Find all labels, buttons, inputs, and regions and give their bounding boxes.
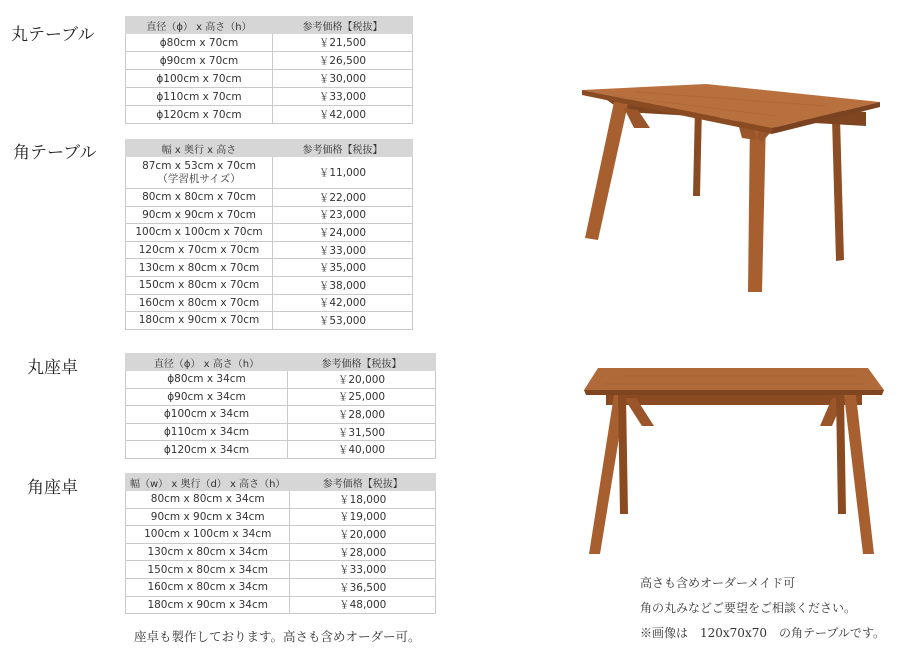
size-cell: ϕ90cm x 70cm [126, 52, 273, 70]
table-leg [693, 106, 702, 196]
price-column-header: 参考価格【税抜】 [273, 17, 413, 34]
image-note-line: ※画像は 120x70x70 の角テーブルです。 [640, 626, 885, 640]
size-cell: 180cm x 90cm x 34cm [126, 596, 290, 614]
size-cell [126, 157, 273, 189]
table-row [126, 491, 436, 509]
table-leg [618, 395, 628, 514]
low-table-footnote: 座卓も製作しております。高さも含めオーダー可。 [134, 629, 421, 644]
price-cell: ￥19,000 [290, 508, 436, 526]
table-row [126, 596, 436, 614]
table-row [126, 88, 413, 106]
price-cell: ￥11,000 [273, 157, 413, 189]
price-cell: ￥53,000 [273, 312, 413, 330]
price-cell: ￥30,000 [273, 70, 413, 88]
table-row [126, 561, 436, 579]
table-row [126, 371, 436, 389]
size-note: （学習机サイズ） [157, 172, 241, 185]
price-cell: ￥31,500 [288, 423, 436, 441]
table-header-row [126, 17, 413, 34]
size-cell: ϕ80cm x 34cm [126, 371, 288, 389]
price-cell: ￥22,000 [273, 189, 413, 207]
size-cell: 80cm x 80cm x 34cm [126, 491, 290, 509]
price-cell: ￥20,000 [290, 526, 436, 544]
size-cell: ϕ100cm x 70cm [126, 70, 273, 88]
size-cell: 130cm x 80cm x 34cm [126, 543, 290, 561]
round-table-price-table [125, 16, 413, 124]
size-column-header: 幅 x 奥行 x 高さ [126, 140, 273, 157]
table-row [126, 526, 436, 544]
table-row [126, 189, 413, 207]
square-table-price-table [125, 139, 413, 330]
table-row [126, 157, 413, 189]
table-row [126, 294, 413, 312]
price-cell: ￥21,500 [273, 34, 413, 52]
table-leg [585, 102, 628, 240]
square-low-table-price-table [125, 473, 436, 614]
size-column-header: 幅（w） x 奥行（d） x 高さ（h） [126, 474, 290, 491]
table-header-row [126, 140, 413, 157]
size-cell: ϕ80cm x 70cm [126, 34, 273, 52]
size-cell: 120cm x 70cm x 70cm [126, 241, 273, 259]
price-column-header: 参考価格【税抜】 [273, 140, 413, 157]
size-cell: ϕ120cm x 34cm [126, 441, 288, 459]
size-cell: 150cm x 80cm x 70cm [126, 276, 273, 294]
table-row [126, 70, 413, 88]
price-cell: ￥20,000 [288, 371, 436, 389]
price-cell: ￥33,000 [290, 561, 436, 579]
table-top-edge [584, 390, 884, 395]
price-cell: ￥42,000 [273, 294, 413, 312]
size-cell: 160cm x 80cm x 70cm [126, 294, 273, 312]
size-line: 87cm x 53cm x 70cm [142, 159, 256, 172]
table-row [126, 388, 436, 406]
table-row [126, 34, 413, 52]
size-cell: 90cm x 90cm x 34cm [126, 508, 290, 526]
price-column-header: 参考価格【税抜】 [290, 474, 436, 491]
round-table-title: 丸テーブル [11, 25, 95, 45]
table-row [126, 543, 436, 561]
size-cell: ϕ120cm x 70cm [126, 106, 273, 124]
price-cell: ￥28,000 [290, 543, 436, 561]
price-cell: ￥35,000 [273, 259, 413, 277]
table-row [126, 578, 436, 596]
order-note-line: 高さも含めオーダーメイド可 [640, 576, 796, 590]
size-cell: ϕ90cm x 34cm [126, 388, 288, 406]
table-photo-front [584, 364, 884, 564]
price-cell: ￥28,000 [288, 406, 436, 424]
table-row [126, 241, 413, 259]
table-photo-angled [576, 78, 886, 298]
round-low-table-title: 丸座卓 [27, 358, 78, 378]
size-cell: 150cm x 80cm x 34cm [126, 561, 290, 579]
size-cell: 80cm x 80cm x 70cm [126, 189, 273, 207]
size-column-header: 直径（ϕ） x 高さ（h） [126, 354, 288, 371]
table-row [126, 206, 413, 224]
size-cell: ϕ100cm x 34cm [126, 406, 288, 424]
size-cell: ϕ110cm x 34cm [126, 423, 288, 441]
price-cell: ￥42,000 [273, 106, 413, 124]
table-row [126, 312, 413, 330]
table-row [126, 224, 413, 242]
price-column-header: 参考価格【税抜】 [288, 354, 436, 371]
price-cell: ￥33,000 [273, 241, 413, 259]
table-header-row [126, 354, 436, 371]
size-cell: 160cm x 80cm x 34cm [126, 578, 290, 596]
size-column-header: 直径（ϕ） x 高さ（h） [126, 17, 273, 34]
table-apron [606, 395, 862, 405]
table-leg [748, 118, 766, 292]
table-top [584, 368, 884, 390]
round-low-table-price-table [125, 353, 436, 459]
price-cell: ￥36,500 [290, 578, 436, 596]
table-row [126, 259, 413, 277]
table-leg [836, 395, 846, 514]
size-cell: 130cm x 80cm x 70cm [126, 259, 273, 277]
size-cell: 100cm x 100cm x 34cm [126, 526, 290, 544]
table-row [126, 406, 436, 424]
table-leg [832, 118, 844, 261]
price-cell: ￥38,000 [273, 276, 413, 294]
size-cell: 180cm x 90cm x 70cm [126, 312, 273, 330]
price-cell: ￥23,000 [273, 206, 413, 224]
size-cell: 90cm x 90cm x 70cm [126, 206, 273, 224]
price-cell: ￥24,000 [273, 224, 413, 242]
table-row [126, 52, 413, 70]
square-table-title: 角テーブル [13, 143, 97, 163]
price-cell: ￥48,000 [290, 596, 436, 614]
price-cell: ￥25,000 [288, 388, 436, 406]
table-row [126, 508, 436, 526]
price-cell: ￥33,000 [273, 88, 413, 106]
table-row [126, 423, 436, 441]
table-header-row [126, 474, 436, 491]
table-row [126, 106, 413, 124]
square-low-table-title: 角座卓 [27, 478, 78, 498]
price-cell: ￥26,500 [273, 52, 413, 70]
table-leg [844, 395, 874, 554]
size-cell: ϕ110cm x 70cm [126, 88, 273, 106]
size-cell: 100cm x 100cm x 70cm [126, 224, 273, 242]
price-cell: ￥40,000 [288, 441, 436, 459]
table-row [126, 276, 413, 294]
order-note-line: 角の丸みなどご要望をご相談ください。 [640, 601, 857, 615]
price-cell: ￥18,000 [290, 491, 436, 509]
table-row [126, 441, 436, 459]
